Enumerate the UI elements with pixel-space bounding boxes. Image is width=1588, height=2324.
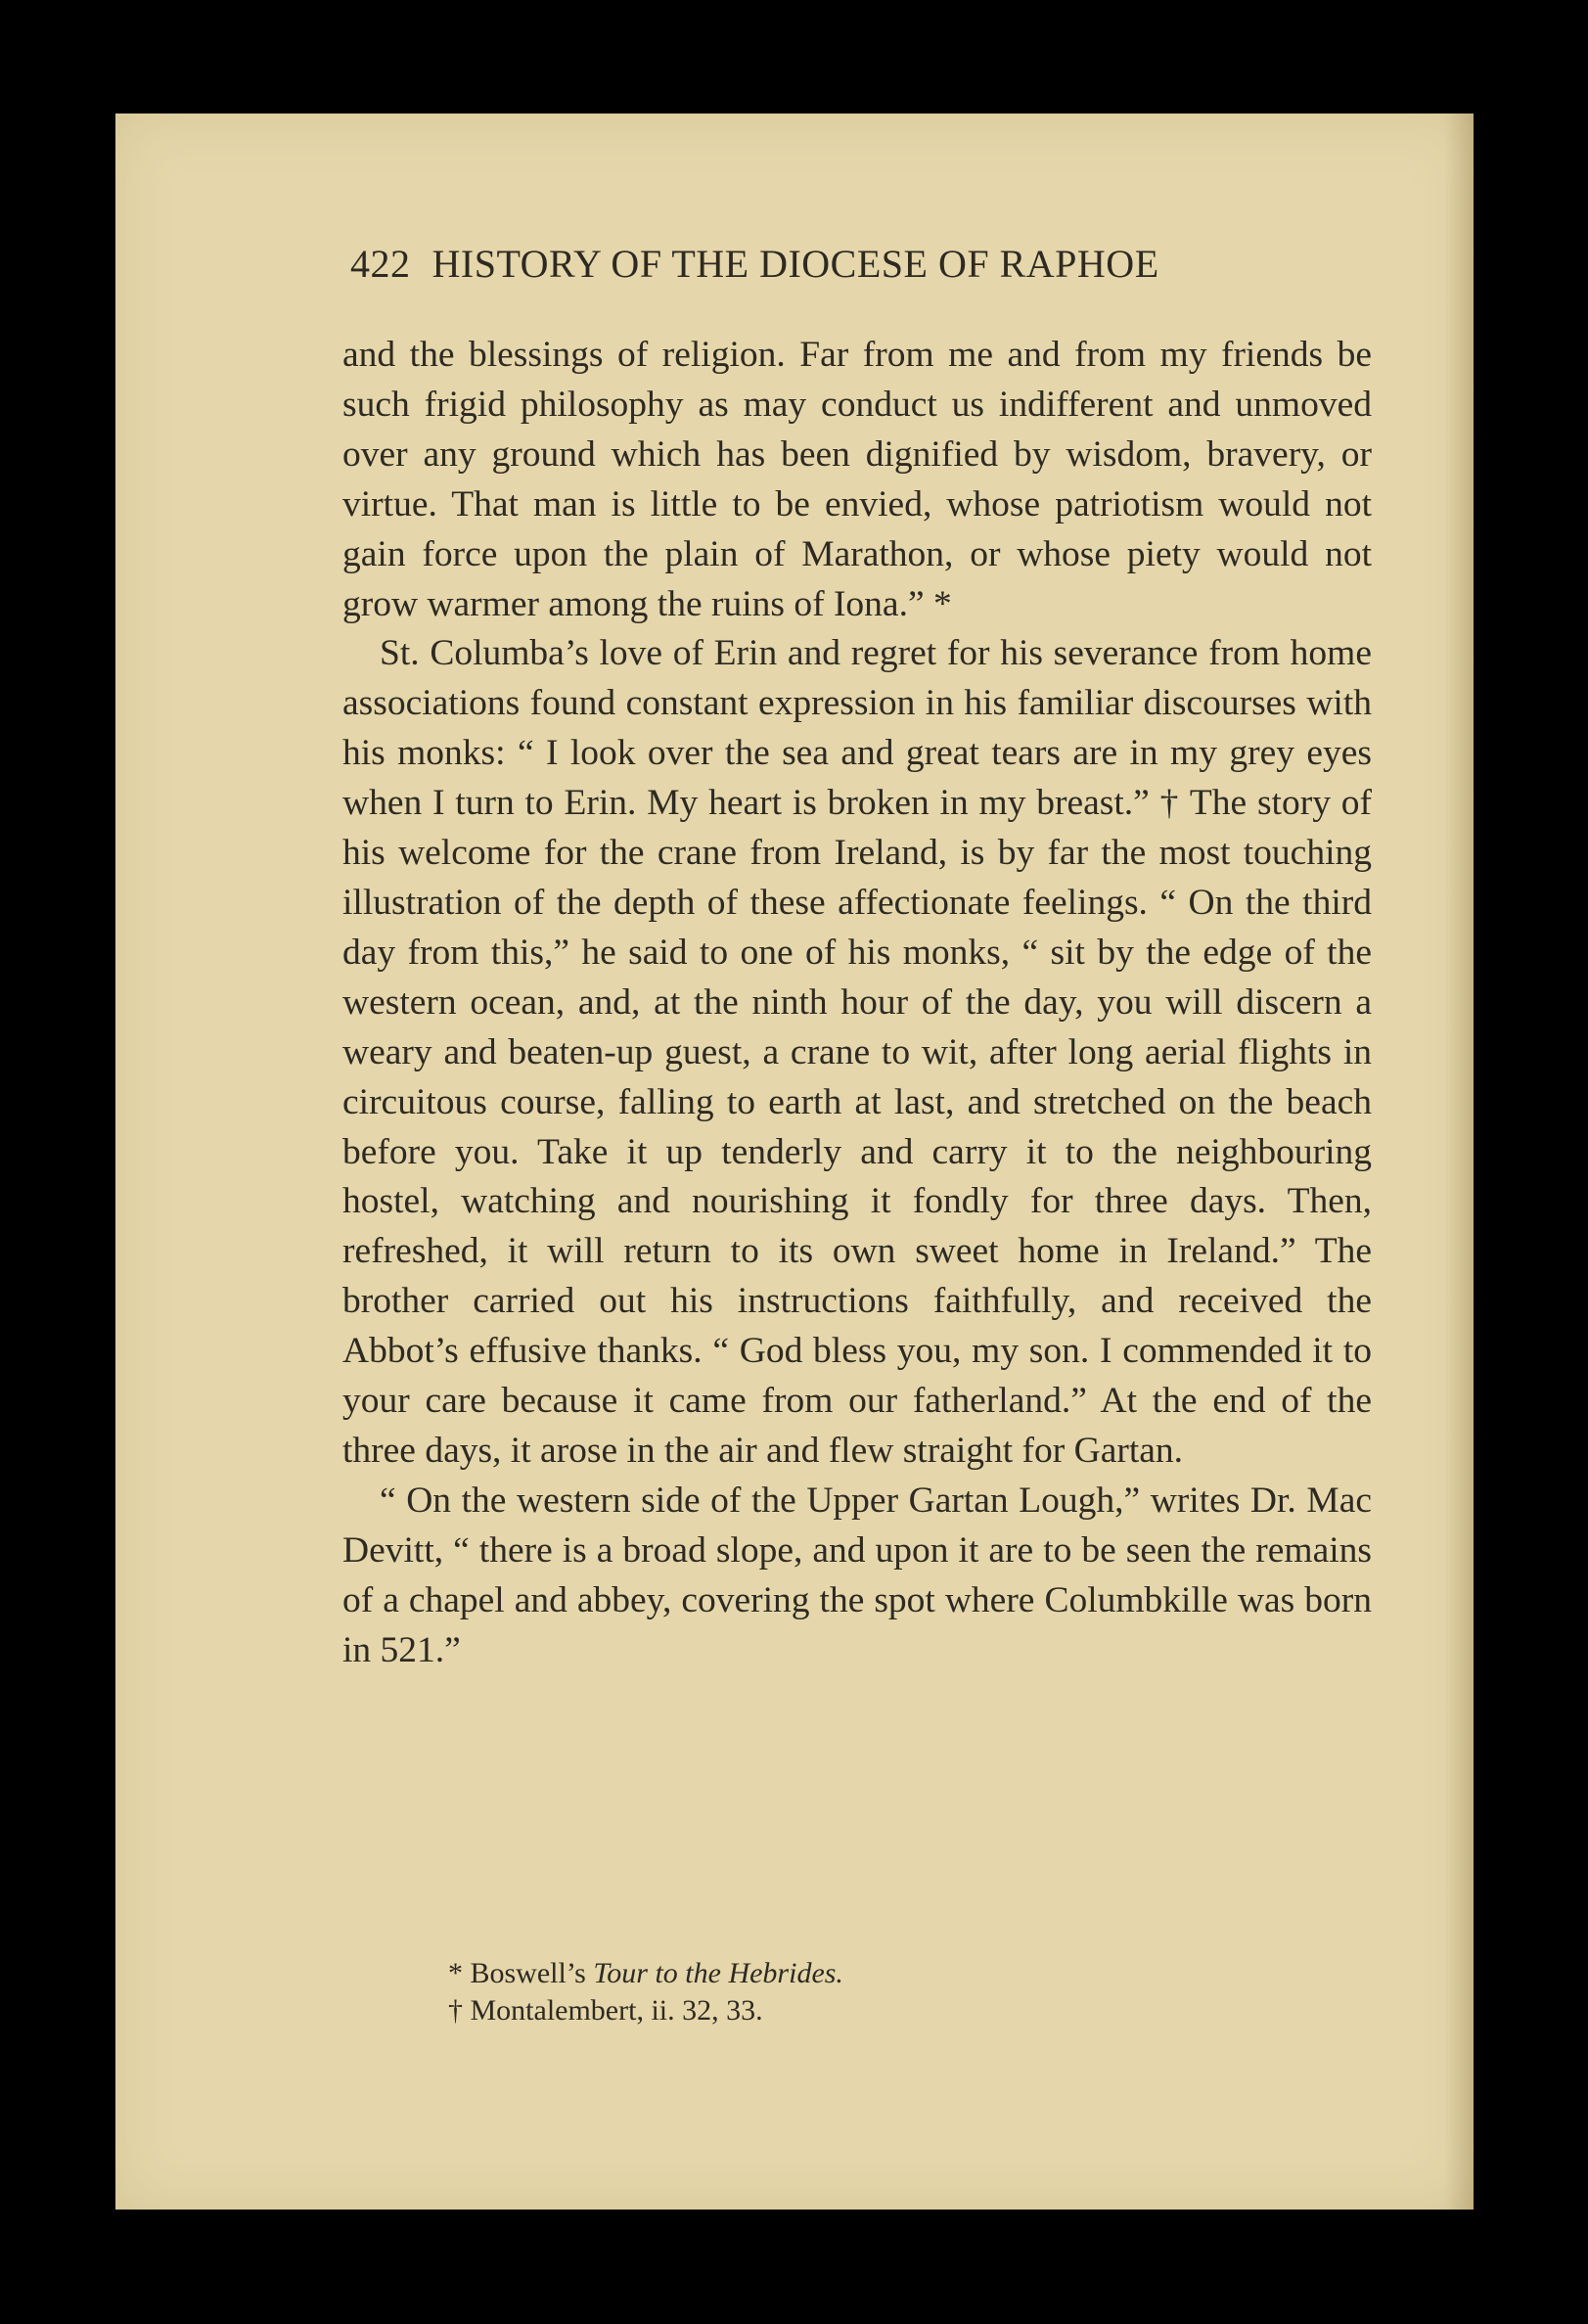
footnote-mark: * [448, 1957, 463, 1989]
footnote-2 [448, 1992, 1329, 2029]
book-page [115, 114, 1474, 2210]
footnote-text: Boswell’s [470, 1957, 586, 1989]
footnotes [448, 1955, 1329, 2029]
running-title: HISTORY OF THE DIOCESE OF RAPHOE [431, 242, 1159, 286]
paragraph-gartan: “ On the western side of the Upper Gartan Lough,” writes Dr. Mac Devitt, “ there is a broad slope, and upon it are to be seen the remains of a chapel and abbey, covering the spot where Columbkille was born in 521.” [342, 1480, 1372, 1670]
running-header [350, 241, 1456, 299]
footnote-text: Montalembert, ii. 32, 33. [470, 1994, 763, 2027]
paragraph-continued: and the blessings of religion. Far from me and from my friends be such frigid philosophy as may conduct us indifferent and unmoved over any ground which has been dignified by wisdom, bravery, or virtue. That man is little to be envied, whose patriotism would not gain force upon the plain of Marathon, or whose piety would not grow warmer among the ruins of Iona.” * [342, 335, 1372, 624]
footnote-title: Tour to the Hebrides. [593, 1957, 843, 1989]
page-number: 422 [350, 242, 411, 286]
body-text [342, 331, 1372, 1675]
paragraph-columba-crane: St. Columba’s love of Erin and regret for his severance from home associations found constant expression in his familiar discourses with his monks: “ I look over the sea and great tears are in my grey eyes when I turn to Erin. My heart is broken in my breast.” † The story of his welcome for the crane from Ireland, is by far the most touching illustration of the depth of these affectionate feelings. “ On the third day from this,” he said to one of his monks, “ sit by the edge of the western ocean, and, at the ninth hour of the day, you will discern a weary and beaten-up guest, a crane to wit, after long aerial flights in circuitous course, falling to earth at last, and stretched on the beach before you. Take it up tenderly and carry it to the neighbouring hostel, watching and nourishing it fondly for three days. Then, refreshed, it will return to its own sweet home in Ireland.” The brother carried out his instructions faithfully, and received the Abbot’s effusive thanks. “ God bless you, my son. I commended it to your care because it came from our fatherland.” At the end of the three days, it arose in the air and flew straight for Gartan. [342, 633, 1372, 1471]
page-edge-shading [1444, 114, 1474, 2210]
footnote-1 [448, 1955, 1329, 1992]
footnote-mark: † [448, 1994, 463, 2027]
